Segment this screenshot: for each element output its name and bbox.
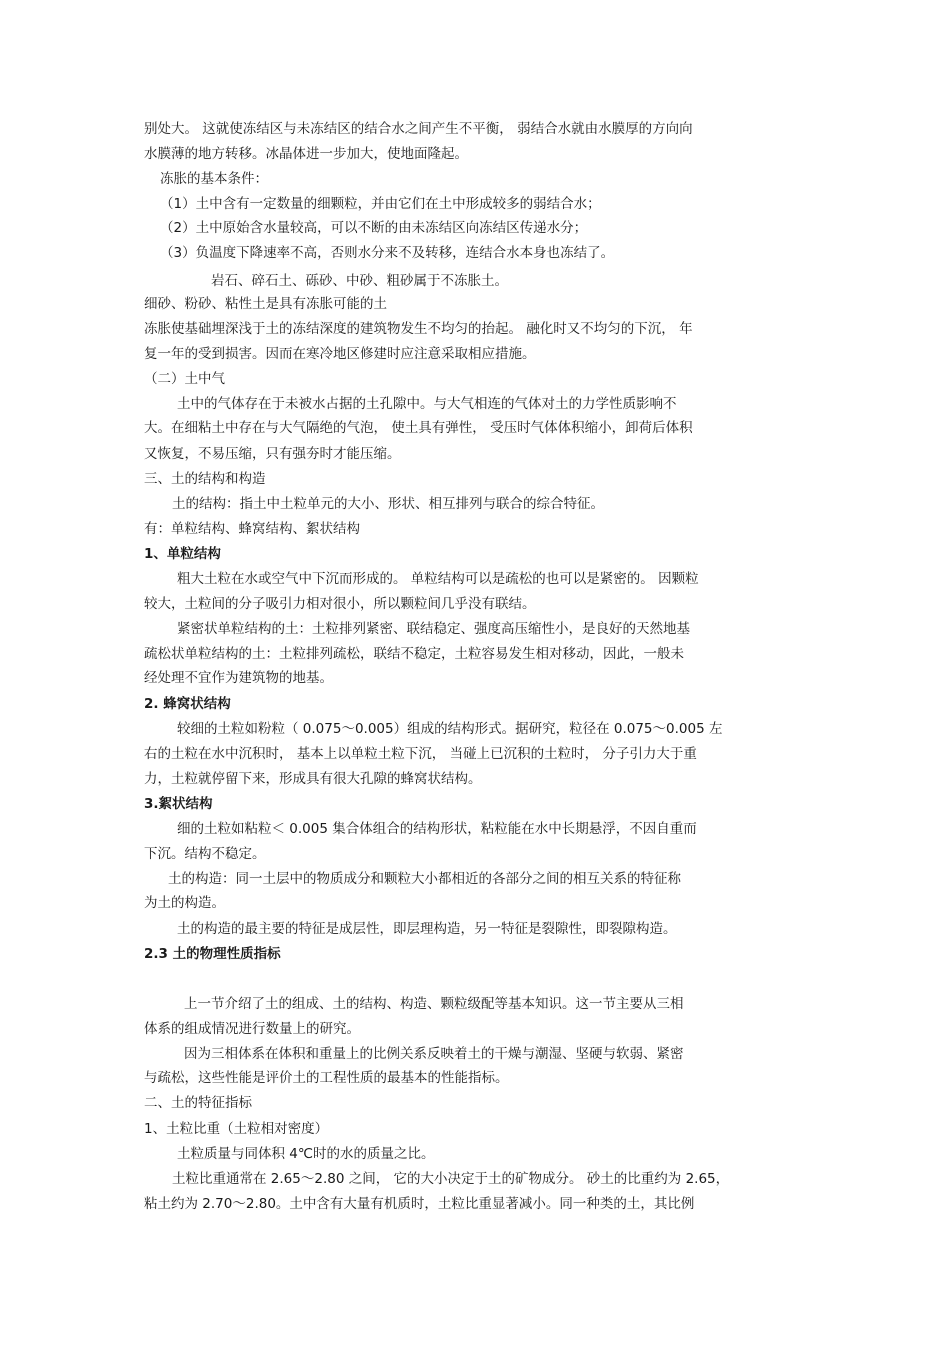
text-line: 别处大。 这就使冻结区与未冻结区的结合水之间产生不平衡， 弱结合水就由水膜厚的方向向 — [144, 121, 693, 137]
subsection-heading: 1、土粒比重（土粒相对密度） — [144, 1121, 329, 1137]
subsection-heading: 3.絮状结构 — [144, 796, 213, 812]
subsection-heading: 2. 蜂窝状结构 — [144, 696, 231, 712]
list-item: （3）负温度下降速率不高，否则水分来不及转移，连结合水本身也冻结了。 — [160, 245, 615, 261]
text-line: 经处理不宜作为建筑物的地基。 — [144, 670, 333, 686]
text-line: 土粒质量与同体积 4℃时的水的质量之比。 — [177, 1146, 435, 1162]
text-line: 粗大土粒在水或空气中下沉而形成的。 单粒结构可以是疏松的也可以是紧密的。 因颗粒 — [177, 571, 699, 587]
text-line: 细砂、粉砂、粘性土是具有冻胀可能的土 — [144, 296, 387, 312]
list-item: （2）土中原始含水量较高，可以不断的由未冻结区向冻结区传递水分； — [160, 220, 588, 236]
text-line: 与疏松，这些性能是评价土的工程性质的最基本的性能指标。 — [144, 1070, 509, 1086]
text-line: 粘土约为 2.70～2.80。土中含有大量有机质时，土粒比重显著减小。同一种类的土，其比例 — [144, 1196, 695, 1212]
text-line: 冻胀使基础埋深浅于土的冻结深度的建筑物发生不均匀的抬起。 融化时又不均匀的下沉， 年 — [144, 321, 693, 337]
text-line: 力，土粒就停留下来，形成具有很大孔隙的蜂窝状结构。 — [144, 771, 482, 787]
text-line: 上一节介绍了土的组成、土的结构、构造、颗粒级配等基本知识。这一节主要从三相 — [184, 996, 684, 1012]
section-heading: 三、土的结构和构造 — [144, 471, 266, 487]
text-line: 冻胀的基本条件： — [160, 171, 268, 187]
text-line: 有：单粒结构、蜂窝结构、絮状结构 — [144, 521, 360, 537]
text-line: 复一年的受到损害。因而在寒冷地区修建时应注意采取相应措施。 — [144, 346, 536, 362]
text-line: 细的土粒如粘粒＜ 0.005 集合体组合的结构形状，粘粒能在水中长期悬浮，不因自重而 — [177, 821, 697, 837]
section-heading: （二）土中气 — [144, 371, 225, 387]
text-line: 又恢复，不易压缩，只有强夯时才能压缩。 — [144, 446, 401, 462]
text-line: 疏松状单粒结构的土：土粒排列疏松，联结不稳定，土粒容易发生相对移动，因此，一般未 — [144, 646, 684, 662]
text-line: 右的土粒在水中沉积时， 基本上以单粒土粒下沉， 当碰上已沉积的土粒时， 分子引力大于重 — [144, 746, 697, 762]
text-line: 较大，土粒间的分子吸引力相对很小，所以颗粒间几乎没有联结。 — [144, 596, 536, 612]
list-item: （1）土中含有一定数量的细颗粒，并由它们在土中形成较多的弱结合水； — [160, 196, 601, 212]
text-line: 紧密状单粒结构的土：土粒排列紧密、联结稳定、强度高压缩性小，是良好的天然地基 — [177, 621, 690, 637]
text-line: 土的构造的最主要的特征是成层性，即层理构造，另一特征是裂隙性，即裂隙构造。 — [177, 921, 677, 937]
text-line: 土的结构：指土中土粒单元的大小、形状、相互排列与联合的综合特征。 — [172, 496, 604, 512]
text-line: 下沉。结构不稳定。 — [144, 846, 266, 862]
section-heading: 二、土的特征指标 — [144, 1095, 252, 1111]
text-line: 土的构造：同一土层中的物质成分和颗粒大小都相近的各部分之间的相互关系的特征称 — [168, 871, 681, 887]
text-line: 土中的气体存在于未被水占据的土孔隙中。与大气相连的气体对土的力学性质影响不 — [177, 396, 677, 412]
text-line: 为土的构造。 — [144, 895, 225, 911]
section-heading: 2.3 土的物理性质指标 — [144, 946, 281, 962]
text-line: 因为三相体系在体积和重量上的比例关系反映着土的干燥与潮湿、坚硬与软弱、紧密 — [184, 1046, 684, 1062]
subsection-heading: 1、单粒结构 — [144, 546, 221, 562]
text-line: 体系的组成情况进行数量上的研究。 — [144, 1021, 360, 1037]
text-line: 水膜薄的地方转移。冰晶体进一步加大，使地面隆起。 — [144, 146, 468, 162]
text-line: 大。在细粘土中存在与大气隔绝的气泡， 使土具有弹性， 受压时气体体积缩小，卸荷后体积 — [144, 420, 693, 436]
text-line: 岩石、碎石土、砾砂、中砂、粗砂属于不冻胀土。 — [211, 273, 508, 289]
text-line: 土粒比重通常在 2.65～2.80 之间， 它的大小决定于土的矿物成分。 砂土的比重约为 2.65， — [172, 1171, 730, 1187]
text-line: 较细的土粒如粉粒（ 0.075～0.005）组成的结构形式。据研究，粒径在 0.075～0.005 左 — [177, 721, 723, 737]
